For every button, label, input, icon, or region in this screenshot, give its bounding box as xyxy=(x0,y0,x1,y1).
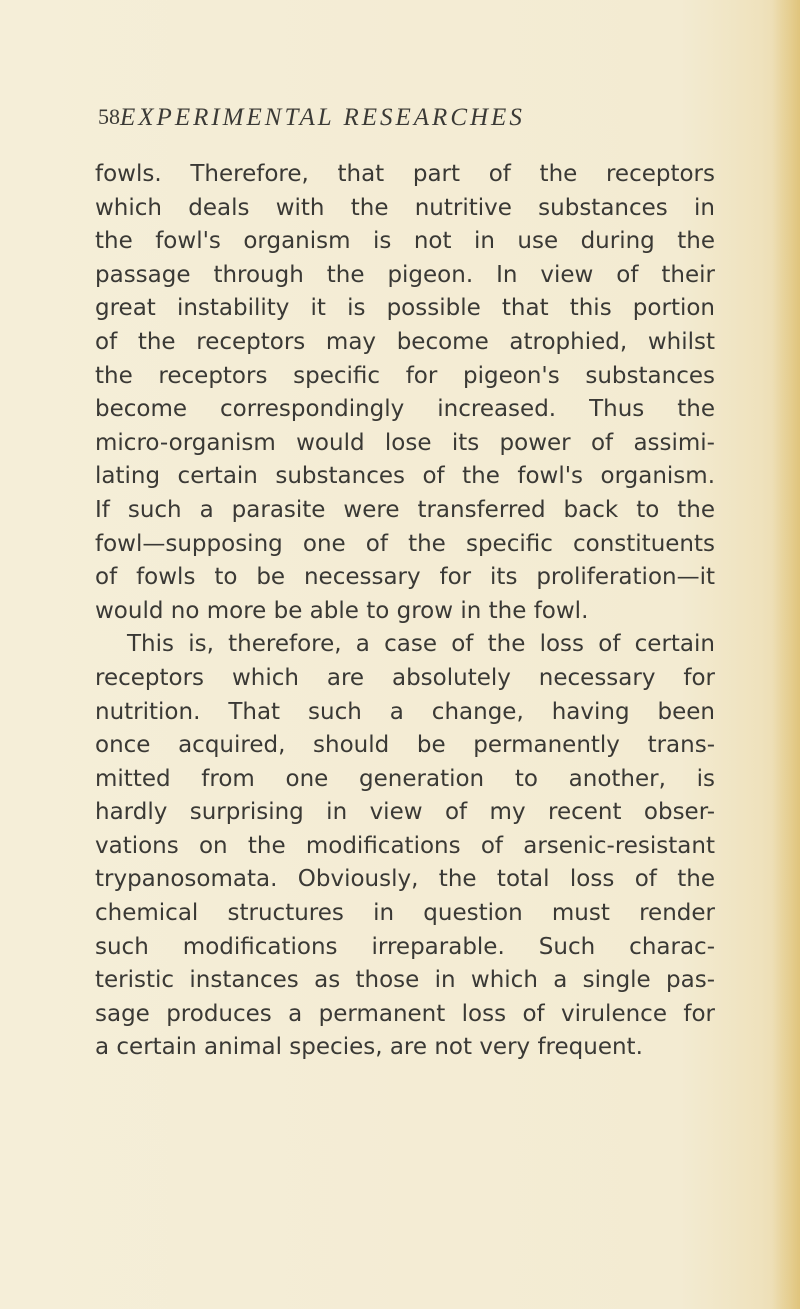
body-text xyxy=(95,158,715,1065)
text-line: the fowl's organism is not in use during the xyxy=(95,228,715,255)
text-line: which deals with the nutritive substances in xyxy=(95,194,715,221)
running-title: EXPERIMENTAL RESEARCHES xyxy=(120,104,525,131)
text-line: vations on the modifications of arsenic-resistant xyxy=(95,832,715,859)
text-line: trypanosomata. Obviously, the total loss of the xyxy=(95,866,715,893)
text-line: great instability it is possible that this portion xyxy=(95,295,715,322)
page-header xyxy=(98,104,658,144)
text-line: of fowls to be necessary for its proliferation—it xyxy=(95,564,715,591)
text-line: passage through the pigeon. In view of their xyxy=(95,261,715,288)
paragraph xyxy=(95,628,715,1065)
text-line: If such a parasite were transferred back to the xyxy=(95,496,715,523)
text-line: fowl—supposing one of the specific constituents xyxy=(95,530,715,557)
text-line: receptors which are absolutely necessary for xyxy=(95,664,715,691)
text-line: teristic instances as those in which a single pas- xyxy=(95,967,715,994)
text-line: sage produces a permanent loss of virulence for xyxy=(95,1000,715,1027)
text-line: become correspondingly increased. Thus the xyxy=(95,396,715,423)
text-line: the receptors specific for pigeon's substances xyxy=(95,362,715,389)
text-line: lating certain substances of the fowl's organism. xyxy=(95,463,715,490)
text-line: micro-organism would lose its power of assimi- xyxy=(95,429,715,456)
paragraph xyxy=(95,158,715,628)
text-line: would no more be able to grow in the fowl. xyxy=(95,597,589,624)
text-line: fowls. Therefore, that part of the receptors xyxy=(95,161,715,187)
text-line: a certain animal species, are not very frequent. xyxy=(95,1034,643,1061)
text-line: such modifications irreparable. Such charac- xyxy=(95,933,715,960)
text-line: once acquired, should be permanently trans- xyxy=(95,732,715,759)
text-line: chemical structures in question must render xyxy=(95,900,715,927)
text-line: hardly surprising in view of my recent obser- xyxy=(95,799,715,826)
text-line: nutrition. That such a change, having been xyxy=(95,698,715,725)
text-line: This is, therefore, a case of the loss of certain xyxy=(127,631,715,658)
text-line: of the receptors may become atrophied, whilst xyxy=(95,328,715,355)
page-edge-shadow xyxy=(772,0,800,1309)
text-line: mitted from one generation to another, is xyxy=(95,765,715,792)
page-number: 58 xyxy=(98,104,120,129)
